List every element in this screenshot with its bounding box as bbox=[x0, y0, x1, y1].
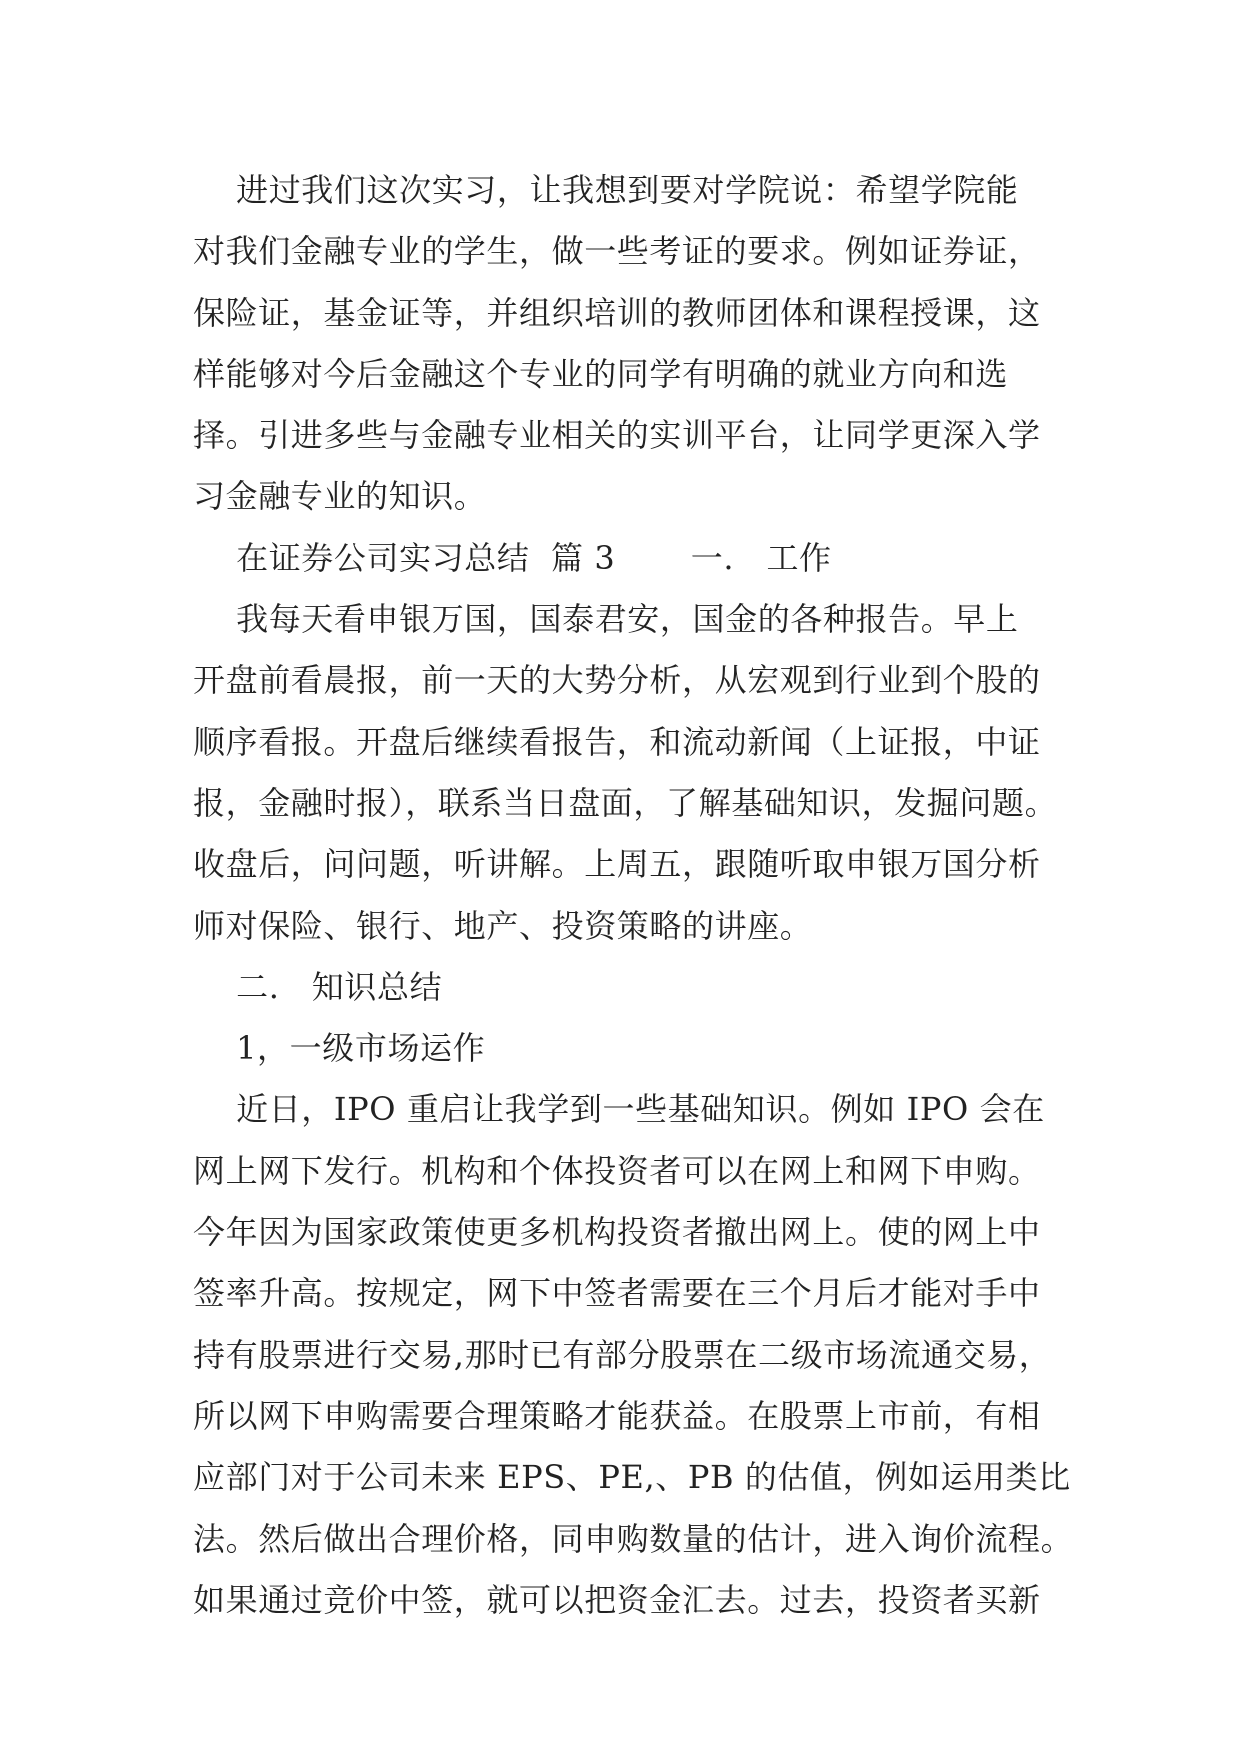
text-line: 择。引进多些与金融专业相关的实训平台，让同学更深入学 bbox=[193, 416, 1041, 455]
text-line: 网上网下发行。机构和个体投资者可以在网上和网下申购。 bbox=[193, 1151, 1041, 1190]
text-line: 签率升高。按规定，网下中签者需要在三个月后才能对手中 bbox=[193, 1274, 1041, 1313]
text-line: 师对保险、银行、地产、投资策略的讲座。 bbox=[193, 906, 813, 945]
text-line: 样能够对今后金融这个专业的同学有明确的就业方向和选 bbox=[193, 354, 1009, 393]
text-line: 如果通过竞价中签，就可以把资金汇去。过去，投资者买新 bbox=[193, 1580, 1041, 1619]
text-line: 近日，IPO 重启让我学到一些基础知识。例如 IPO 会在 bbox=[193, 1090, 1045, 1129]
text-line: 持有股票进行交易,那时已有部分股票在二级市场流通交易， bbox=[193, 1335, 1052, 1374]
section-heading: 二. 知识总结 bbox=[193, 967, 443, 1006]
document-body bbox=[193, 160, 1074, 1631]
text-line: 对我们金融专业的学生，做一些考证的要求。例如证券证， bbox=[193, 232, 1041, 271]
section-heading: 在证券公司实习总结 篇 3 一. 工作 bbox=[193, 538, 832, 577]
text-line: 我每天看申银万国，国泰君安，国金的各种报告。早上 bbox=[193, 600, 1019, 639]
text-line: 今年因为国家政策使更多机构投资者撤出网上。使的网上中 bbox=[193, 1213, 1041, 1252]
subsection-heading: 1，一级市场运作 bbox=[193, 1029, 486, 1068]
text-line: 应部门对于公司未来 EPS、PE,、PB 的估值，例如运用类比 bbox=[193, 1458, 1071, 1497]
text-line: 进过我们这次实习，让我想到要对学院说：希望学院能 bbox=[193, 171, 1019, 209]
text-line: 习金融专业的知识。 bbox=[193, 477, 487, 516]
text-line: 所以网下申购需要合理策略才能获益。在股票上市前，有相 bbox=[193, 1396, 1041, 1435]
text-line: 报，金融时报），联系当日盘面，了解基础知识，发掘问题。 bbox=[193, 783, 1058, 822]
text-line: 顺序看报。开盘后继续看报告，和流动新闻（上证报，中证 bbox=[193, 722, 1041, 761]
text-line: 开盘前看晨报，前一天的大势分析，从宏观到行业到个股的 bbox=[193, 661, 1041, 700]
text-line: 收盘后，问问题，听讲解。上周五，跟随听取申银万国分析 bbox=[193, 845, 1041, 884]
text-line: 保险证，基金证等，并组织培训的教师团体和课程授课，这 bbox=[193, 293, 1041, 332]
text-line: 法。然后做出合理价格，同申购数量的估计，进入询价流程。 bbox=[193, 1519, 1074, 1558]
